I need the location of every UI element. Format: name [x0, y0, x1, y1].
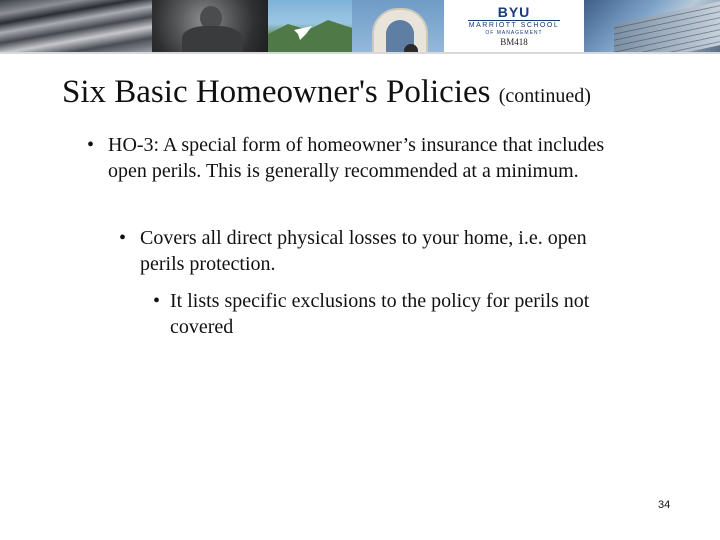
banner-photo-building	[584, 0, 720, 52]
slide-title-main: Six Basic Homeowner's Policies	[62, 74, 491, 110]
bullet-level-1	[87, 132, 628, 184]
header-banner	[0, 0, 720, 54]
y-mountain-icon	[268, 0, 352, 52]
bullet-text: It lists specific exclusions to the policy for perils not covered	[170, 290, 590, 338]
logo-rule	[468, 20, 560, 21]
bell-tower-arch	[372, 8, 428, 52]
slide-title-suffix: (continued)	[498, 85, 591, 107]
bullet-level-3	[153, 288, 648, 340]
byu-marriott-logo	[444, 0, 584, 52]
page-number: 34	[658, 499, 671, 511]
bullet-level-2	[119, 225, 635, 277]
banner-photo-metal	[0, 0, 152, 52]
bullet-marker: •	[119, 227, 127, 249]
banner-photo-bell-tower	[352, 0, 444, 52]
building-windows	[614, 2, 720, 52]
arch-opening	[386, 20, 414, 52]
banner-photo-statue	[152, 0, 268, 52]
bell-icon	[404, 44, 418, 52]
banner-photo-mountain	[268, 0, 352, 52]
bullet-text: Covers all direct physical losses to your home, i.e. open perils protection.	[140, 227, 587, 275]
logo-school-text: MARRIOTT SCHOOL	[468, 22, 560, 29]
bullet-text: HO-3: A special form of homeowner’s insurance that includes open perils. This is generally recommended at a minimum.	[108, 134, 605, 182]
logo-sub-text: OF MANAGEMENT	[485, 30, 543, 36]
bullet-marker: •	[87, 134, 95, 156]
statue-body	[182, 26, 242, 52]
course-code: BM418	[500, 37, 528, 47]
byu-logo-text: BYU	[497, 4, 531, 20]
bullet-marker: •	[153, 290, 161, 312]
slide-title	[62, 72, 702, 116]
